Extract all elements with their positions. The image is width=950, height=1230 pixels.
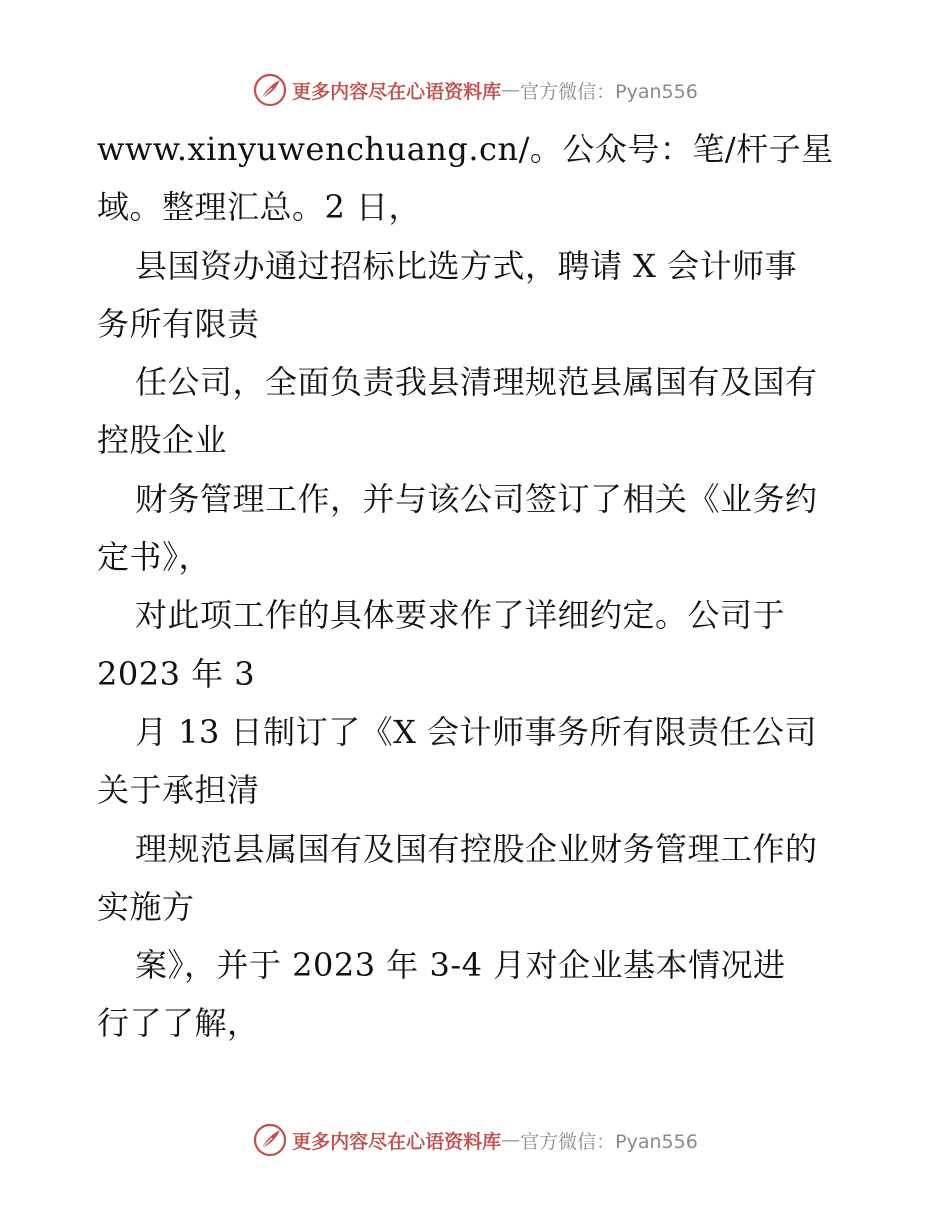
body-line: 理规范县属国有及国有控股企业财务管理工作的 — [135, 829, 818, 868]
header-banner-separator: — — [501, 79, 521, 101]
body-line: 月 13 日制订了《X 会计师事务所有限责任公司 — [135, 712, 818, 751]
footer-banner-wechat: 官方微信：Pyan556 — [520, 1130, 698, 1153]
body-line: 务所有限责 — [97, 304, 260, 343]
header-banner-wechat: 官方微信：Pyan556 — [520, 80, 698, 103]
body-line: 县国资办通过招标比选方式，聘请 X 会计师事 — [135, 246, 798, 285]
body-line: 关于承担清 — [97, 771, 260, 810]
body-line: 实施方 — [97, 887, 195, 926]
feather-pen-logo-icon — [252, 72, 288, 108]
footer-banner-separator: — — [501, 1129, 521, 1151]
body-line: 域。整理汇总。2 日， — [97, 188, 422, 227]
body-line: 2023 年 3 — [97, 654, 256, 693]
body-line: 财务管理工作，并与该公司签订了相关《业务约 — [135, 479, 818, 518]
footer-banner — [0, 1120, 950, 1160]
body-line: 定书》， — [97, 538, 212, 577]
body-line: 控股企业 — [97, 421, 228, 460]
body-line: 任公司，全面负责我县清理规范县属国有及国有 — [135, 363, 818, 402]
header-banner — [0, 70, 950, 110]
body-line: 对此项工作的具体要求作了详细约定。公司于 — [135, 596, 786, 635]
body-line: 案》，并于 2023 年 3-4 月对企业基本情况进 — [135, 946, 786, 985]
body-line: www.xinyuwenchuang.cn/。公众号：笔/杆子星 — [97, 130, 834, 168]
body-line: 行了了解， — [97, 1004, 260, 1043]
footer-banner-text: 更多内容尽在心语资料库 — [292, 1130, 502, 1153]
header-banner-text: 更多内容尽在心语资料库 — [292, 80, 502, 103]
document-body — [97, 120, 877, 1053]
feather-pen-logo-icon — [252, 1122, 288, 1158]
